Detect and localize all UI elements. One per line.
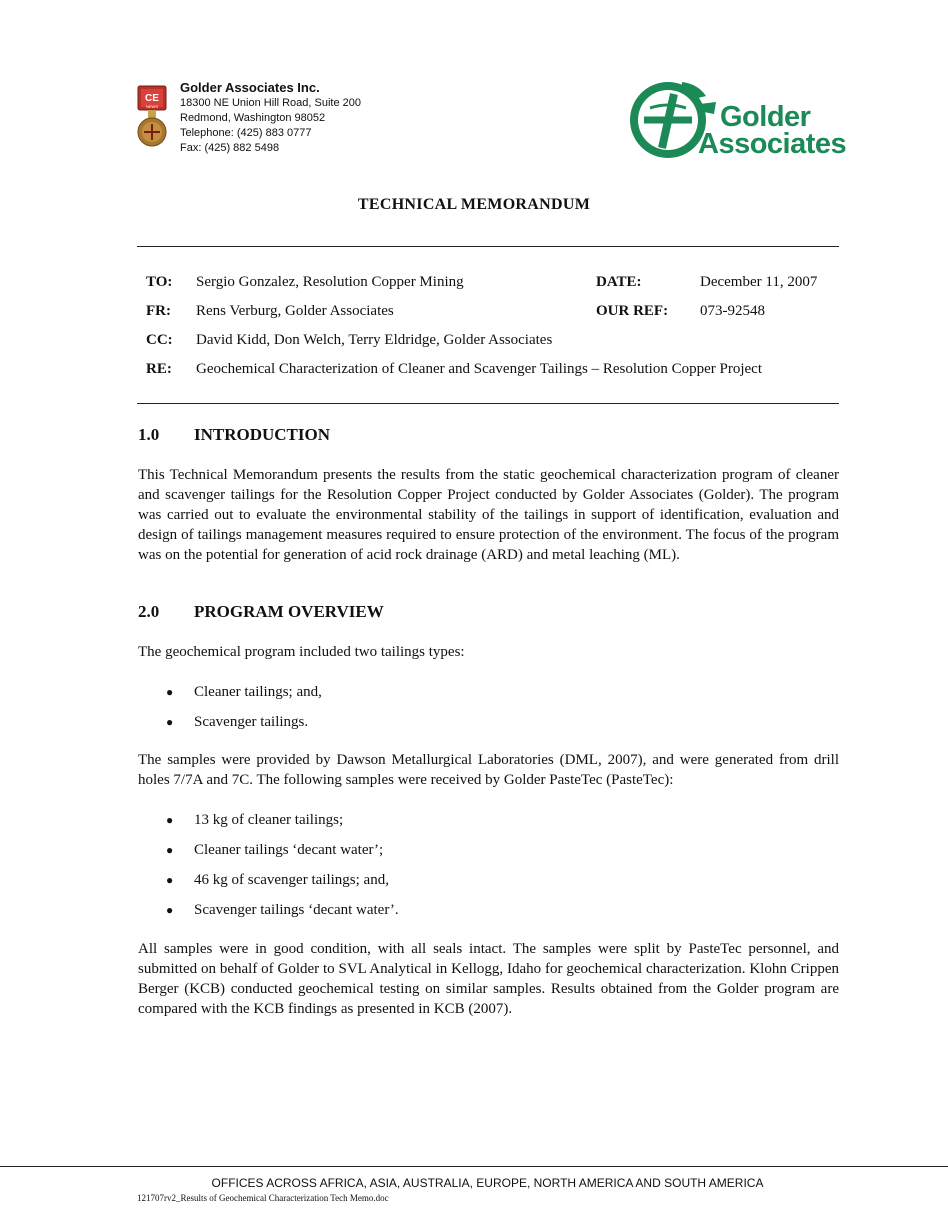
company-name: Golder Associates Inc.: [180, 80, 320, 95]
section-1-number: 1.0: [138, 425, 160, 444]
fr-label: FR:: [146, 303, 171, 319]
our-ref-label: OUR REF:: [596, 303, 669, 319]
bullet-icon: ●: [166, 873, 174, 887]
list-item: [166, 810, 173, 830]
list-item: [166, 712, 173, 732]
list-item-text: Scavenger tailings ‘decant water’.: [194, 902, 399, 918]
bullet-icon: ●: [166, 685, 174, 699]
section-1-heading: INTRODUCTION: [194, 425, 331, 444]
svg-text:NEWS: NEWS: [146, 104, 158, 109]
footer-rule: [0, 1166, 948, 1167]
ce-news-seal-icon: [136, 84, 168, 152]
letterhead-address-block: [180, 80, 361, 156]
footer-offices: OFFICES ACROSS AFRICA, ASIA, AUSTRALIA, EUROPE, NORTH AMERICA AND SOUTH AMERICA: [211, 1176, 764, 1190]
list-item-text: Scavenger tailings.: [194, 714, 309, 730]
list-item: [166, 682, 173, 702]
logo-line-2: Associates: [698, 128, 847, 160]
golder-logo-text: [698, 101, 847, 160]
cc-value: David Kidd, Don Welch, Terry Eldridge, Golder Associates: [196, 332, 553, 348]
logo-line-1: Golder: [720, 101, 811, 133]
list-item: [166, 870, 173, 890]
list-item-text: 13 kg of cleaner tailings;: [194, 812, 344, 828]
list-item: [166, 840, 173, 860]
re-label: RE:: [146, 361, 172, 377]
date-value: December 11, 2007: [700, 274, 818, 290]
re-value: Geochemical Characterization of Cleaner and Scavenger Tailings – Resolution Copper Project: [196, 361, 762, 377]
list-item: [166, 900, 173, 920]
list-item-text: Cleaner tailings ‘decant water’;: [194, 842, 384, 858]
samples-paragraph: The samples were provided by Dawson Metallurgical Laboratories (DML, 2007), and were generated from drill holes 7/7A and 7C. The following samples were received by Golder PasteTec (PasteTec):: [138, 752, 839, 788]
fr-value: Rens Verburg, Golder Associates: [196, 303, 394, 319]
our-ref-value: 073-92548: [700, 303, 765, 319]
section-2-heading: PROGRAM OVERVIEW: [194, 602, 384, 621]
to-value: Sergio Gonzalez, Resolution Copper Mining: [196, 274, 464, 290]
list-item-text: 46 kg of scavenger tailings; and,: [194, 872, 389, 888]
program-intro-text: The geochemical program included two tailings types:: [138, 644, 465, 660]
closing-paragraph: All samples were in good condition, with all seals intact. The samples were split by PasteTec personnel, and submitted on behalf of Golder to SVL Analytical in Kellogg, Idaho for geochemical characterization. Klohn Crippen Berger (KCB) conducted geochemical testing on similar samples. Results obtained from the Golder program are compared with the KCB findings as presented in KCB (2007).: [138, 941, 839, 1017]
bullet-icon: ●: [166, 903, 174, 917]
telephone: Telephone: (425) 883 0777: [180, 127, 312, 139]
header-top-rule: [137, 246, 839, 247]
svg-text:CE: CE: [145, 93, 159, 104]
list-item-text: Cleaner tailings; and,: [194, 684, 322, 700]
to-label: TO:: [146, 274, 173, 290]
section-2-number: 2.0: [138, 602, 160, 621]
cc-label: CC:: [146, 332, 173, 348]
bullet-icon: ●: [166, 813, 174, 827]
date-label: DATE:: [596, 274, 642, 290]
footer-filename: 121707rv2_Results of Geochemical Characterization Tech Memo.doc: [137, 1193, 389, 1203]
introduction-paragraph: This Technical Memorandum presents the results from the static geochemical characterization program of cleaner and scavenger tailings for the Resolution Copper Project conducted by Golder Associates (Golder). The program was carried out to evaluate the environmental stability of the tailings in support of identification, evaluation and design of tailings management measures required to ensure protection of the environment. The focus of the program was on the potential for generation of acid rock drainage (ARD) and metal leaching (ML).: [138, 467, 839, 563]
fax: Fax: (425) 882 5498: [180, 142, 280, 154]
memo-title: TECHNICAL MEMORANDUM: [357, 196, 591, 213]
address-line-1: 18300 NE Union Hill Road, Suite 200: [180, 97, 362, 109]
address-line-2: Redmond, Washington 98052: [180, 112, 326, 124]
bullet-icon: ●: [166, 715, 174, 729]
header-bottom-rule: [137, 403, 839, 404]
bullet-icon: ●: [166, 843, 174, 857]
